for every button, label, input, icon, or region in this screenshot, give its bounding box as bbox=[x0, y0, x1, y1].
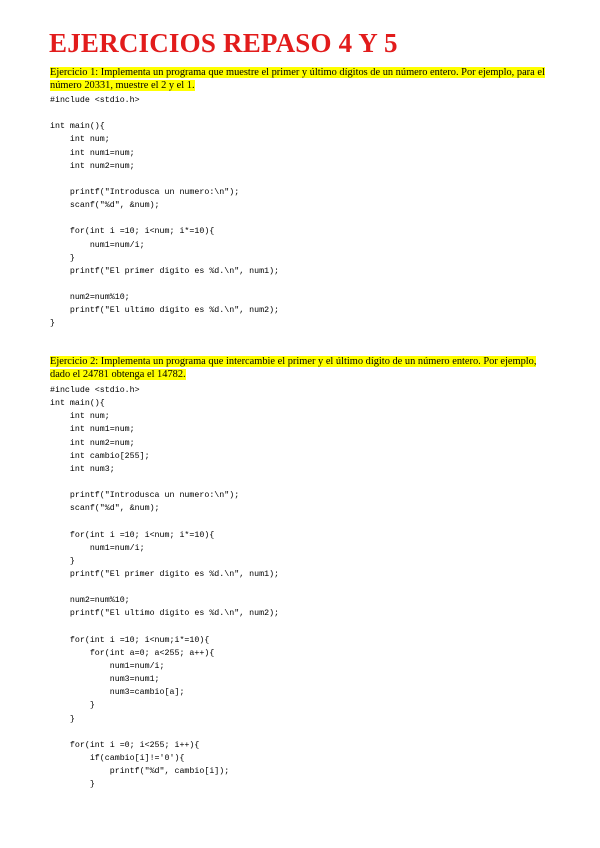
code-line: num3=num1; bbox=[50, 675, 160, 685]
code-line bbox=[50, 726, 279, 739]
code-line: } bbox=[50, 319, 55, 329]
code-line: printf("%d", cambio[i]); bbox=[50, 767, 230, 777]
code-line: scanf("%d", &num); bbox=[50, 201, 160, 211]
code-line: int num1=num; bbox=[50, 148, 135, 158]
code-line: } bbox=[50, 556, 75, 566]
code-line: int num1=num; bbox=[50, 425, 135, 435]
code-line bbox=[50, 621, 279, 634]
code-line: for(int i =0; i<255; i++){ bbox=[50, 740, 200, 750]
code-line: num1=num/i; bbox=[50, 661, 165, 671]
code-line: int main(){ bbox=[50, 122, 105, 132]
code-line: if(cambio[i]!='0'){ bbox=[50, 753, 185, 763]
code-line bbox=[50, 278, 279, 291]
code-line bbox=[50, 173, 279, 186]
code-line: for(int i =10; i<num;i*=10){ bbox=[50, 635, 210, 645]
code-line bbox=[50, 212, 279, 225]
code-line: int num; bbox=[50, 412, 110, 422]
code-line bbox=[50, 581, 279, 594]
code-line: int num2=num; bbox=[50, 161, 135, 171]
code-line: } bbox=[50, 701, 95, 711]
code-line: int num2=num; bbox=[50, 438, 135, 448]
exercise-2-code-block bbox=[50, 384, 279, 791]
code-line: printf("El primer digito es %d.\n", num1); bbox=[50, 569, 280, 579]
exercise-1-code-block bbox=[50, 94, 279, 331]
code-line: } bbox=[50, 780, 95, 790]
exercise-2-prompt-text: Ejercicio 2: Implementa un programa que intercambie el primer y el último dígito de un número entero. Por ejemplo, dado el 24781 obtenga el 14782. bbox=[50, 356, 537, 380]
code-line: int cambio[255]; bbox=[50, 451, 150, 461]
document-title: EJERCICIOS REPASO 4 Y 5 bbox=[49, 28, 398, 58]
exercise-1-prompt-text: Ejercicio 1: Implementa un programa que muestre el primer y último dígitos de un número entero. Por ejemplo, para el número 20331, muestre el 2 y el 1. bbox=[50, 67, 545, 91]
code-line: int num; bbox=[50, 135, 110, 145]
code-line: printf("Introdusca un numero:\n"); bbox=[50, 187, 240, 197]
code-line: num2=num%10; bbox=[50, 293, 130, 303]
code-line: int num3; bbox=[50, 464, 115, 474]
code-line: num2=num%10; bbox=[50, 596, 130, 606]
code-line: for(int i =10; i<num; i*=10){ bbox=[50, 530, 215, 540]
code-line: for(int i =10; i<num; i*=10){ bbox=[50, 227, 215, 237]
code-line bbox=[50, 107, 279, 120]
code-line: int main(){ bbox=[50, 399, 105, 409]
code-line: num1=num/i; bbox=[50, 543, 145, 553]
code-line bbox=[50, 476, 279, 489]
exercise-1-prompt bbox=[50, 66, 555, 92]
code-line: #include <stdio.h> bbox=[50, 96, 140, 105]
code-line: printf("El ultimo digito es %d.\n", num2); bbox=[50, 306, 280, 316]
exercise-2-prompt bbox=[50, 355, 555, 381]
code-line: } bbox=[50, 253, 75, 263]
code-line: for(int a=0; a<255; a++){ bbox=[50, 648, 215, 658]
code-line: } bbox=[50, 714, 75, 724]
code-line: #include <stdio.h> bbox=[50, 386, 140, 395]
code-line: printf("Introdusca un numero:\n"); bbox=[50, 491, 240, 501]
code-line: scanf("%d", &num); bbox=[50, 504, 160, 514]
code-line: printf("El primer digito es %d.\n", num1); bbox=[50, 266, 280, 276]
code-line bbox=[50, 515, 279, 528]
code-line: num3=cambio[a]; bbox=[50, 688, 185, 698]
code-line: num1=num/i; bbox=[50, 240, 145, 250]
code-line: printf("El ultimo digito es %d.\n", num2); bbox=[50, 609, 280, 619]
